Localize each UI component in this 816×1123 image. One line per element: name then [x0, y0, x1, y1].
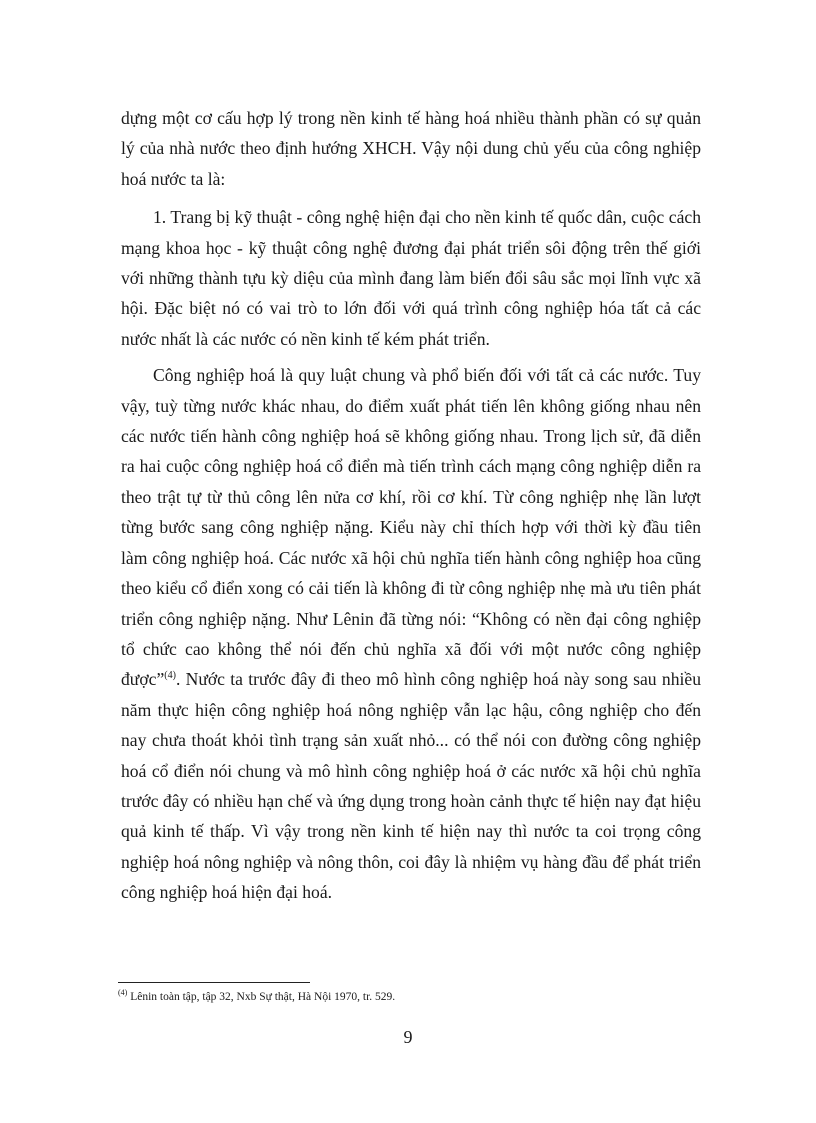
footnote-marker: (4): [118, 988, 128, 998]
footnote-divider: [118, 982, 310, 983]
paragraph-text-after-reference: . Nước ta trước đây đi theo mô hình công nghiệp hoá này song sau nhiều năm thực hiện công nghiệp hoá nông nghiệp vẫn lạc hậu, công nghiệp cho đến nay chưa thoát khỏi tình trạng sản xuất nhỏ... có thể nói con đường công nghiệp hoá cổ điển nói chung và mô hình công nghiệp hoá ở các nước xã hội chủ nghĩa trước đây có nhiều hạn chế và ứng dụng trong hoàn cảnh thực tế hiện nay đạt hiệu quả kinh tế thấp. Vì vậy trong nền kinh tế hiện nay thì nước ta coi trọng công nghiệp hoá nông nghiệp và nông thôn, coi đây là nhiệm vụ hàng đầu để phát triển công nghiệp hoá hiện đại hoá.: [121, 669, 701, 903]
page-number: 9: [403, 1027, 413, 1047]
paragraph-industrialization: [121, 360, 701, 907]
paragraph-continuation: dựng một cơ cấu hợp lý trong nền kinh tế hàng hoá nhiều thành phần có sự quản lý của nhà nước theo định hướng XHCH. Vậy nội dung chủ yếu của công nghiệp hoá nước ta là:: [121, 108, 701, 189]
footnote: [118, 990, 395, 1005]
paragraph-numbered-item-1: 1. Trang bị kỹ thuật - công nghệ hiện đại cho nền kinh tế quốc dân, cuộc cách mạng khoa học - kỹ thuật công nghệ đương đại phát triển sôi động trên thế giới với những thành tựu kỳ diệu của mình đang làm biến đổi sâu sắc mọi lĩnh vực xã hội. Đặc biệt nó có vai trò to lớn đối với quá trình công nghiệp hóa tất cả các nước nhất là các nước có nền kinh tế kém phát triển.: [121, 207, 701, 349]
body-text: [121, 103, 701, 908]
footnote-reference[interactable]: (4): [164, 670, 176, 682]
paragraph-text-before-reference: Công nghiệp hoá là quy luật chung và phổ biến đối với tất cả các nước. Tuy vậy, tuỳ từng nước khác nhau, do điểm xuất phát tiến lên không giống nhau nên các nước tiến hành công nghiệp hoá sẽ không giống nhau. Trong lịch sử, đã diễn ra hai cuộc công nghiệp hoá cổ điển mà tiến trình cách mạng công nghiệp diễn ra theo trật tự từ thủ công lên nửa cơ khí, rồi cơ khí. Từ công nghiệp nhẹ lần lượt từng bước sang công nghiệp nặng. Kiểu này chỉ thích hợp với thời kỳ đầu tiên làm công nghiệp hoá. Các nước xã hội chủ nghĩa tiến hành công nghiệp hoa cũng theo kiểu cổ điển xong có cải tiến là không đi từ công nghiệp nhẹ mà ưu tiên phát triển công nghiệp nặng. Như Lênin đã từng nói: “Không có nền đại công nghiệp tổ chức cao không thể nói đến chủ nghĩa xã đối với một nước công nghiệp được”: [121, 365, 701, 690]
footnote-text: Lênin toàn tập, tập 32, Nxb Sự thật, Hà Nội 1970, tr. 529.: [127, 991, 396, 1003]
